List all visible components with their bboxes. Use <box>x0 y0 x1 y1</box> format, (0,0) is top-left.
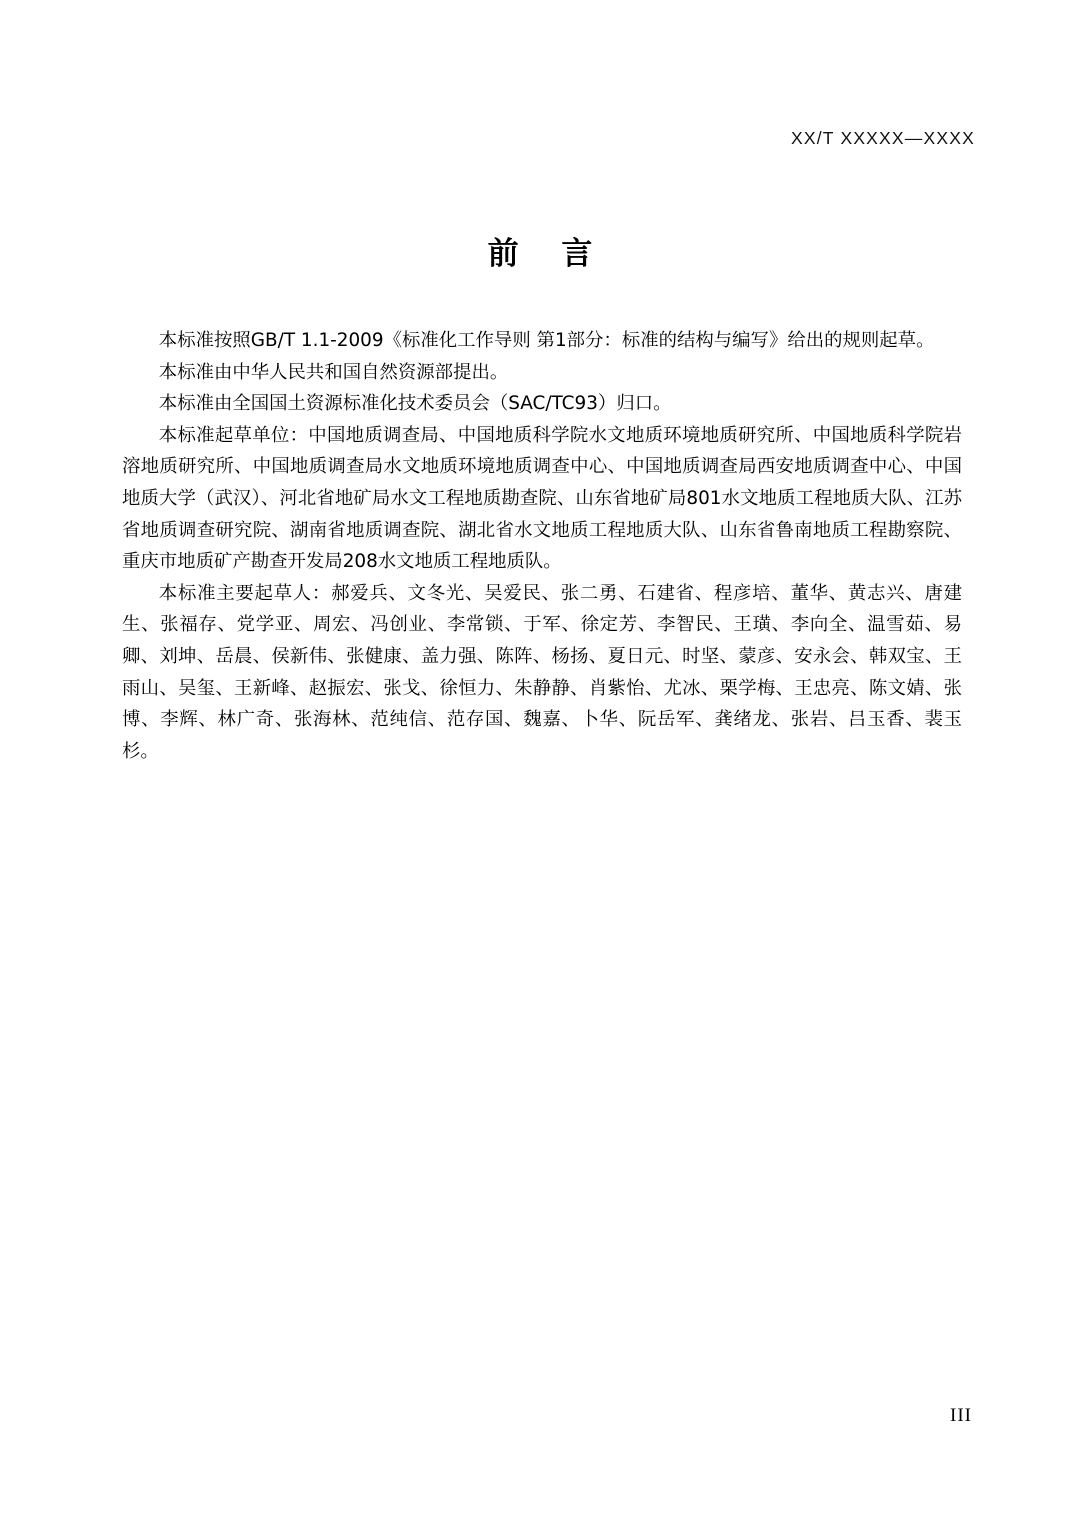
paragraph: 本标准按照GB/T 1.1-2009《标准化工作导则 第1部分：标准的结构与编写》给出的规则起草。 <box>158 330 935 351</box>
paragraph: 本标准起草单位：中国地质调查局、中国地质科学院水文地质环境地质研究所、中国地质科学院岩溶地质研究所、中国地质调查局水文地质环境地质调查中心、中国地质调查局西安地质调查中心、中国地质大学（武汉）、河北省地矿局水文工程地质勘查院、山东省地矿局801水文地质工程地质大队、江苏省地质调查研究院、湖南省地质调查院、湖北省水文地质工程地质大队、山东省鲁南地质工程勘察院、重庆市地质矿产勘查开发局208水文地质工程地质队。 <box>122 424 962 573</box>
page-number: III <box>950 1405 972 1426</box>
page-title: 前 言 <box>487 236 609 272</box>
foreword-body <box>122 325 962 767</box>
paragraph: 本标准由全国国土资源标准化技术委员会（SAC/TC93）归口。 <box>158 393 672 415</box>
paragraph: 本标准由中华人民共和国自然资源部提出。 <box>158 361 509 383</box>
paragraph: 本标准主要起草人：郝爱兵、文冬光、吴爱民、张二勇、石建省、程彦培、董华、黄志兴、唐建生、张福存、党学亚、周宏、冯创业、李常锁、于军、徐定芳、李智民、王璜、李向全、温雪茹、易卿、刘坤、岳晨、侯新伟、张健康、盖力强、陈阵、杨扬、夏日元、时坚、蒙彦、安永会、韩双宝、王雨山、吴玺、王新峰、赵振宏、张戈、徐恒力、朱静静、肖紫怡、尤冰、栗学梅、王忠亮、陈文婧、张博、李辉、林广奇、张海林、范纯信、范存国、魏嘉、卜华、阮岳军、龚绪龙、张岩、吕玉香、裴玉杉。 <box>122 582 962 762</box>
standard-number-header: XX/T XXXXX—XXXX <box>791 128 975 148</box>
